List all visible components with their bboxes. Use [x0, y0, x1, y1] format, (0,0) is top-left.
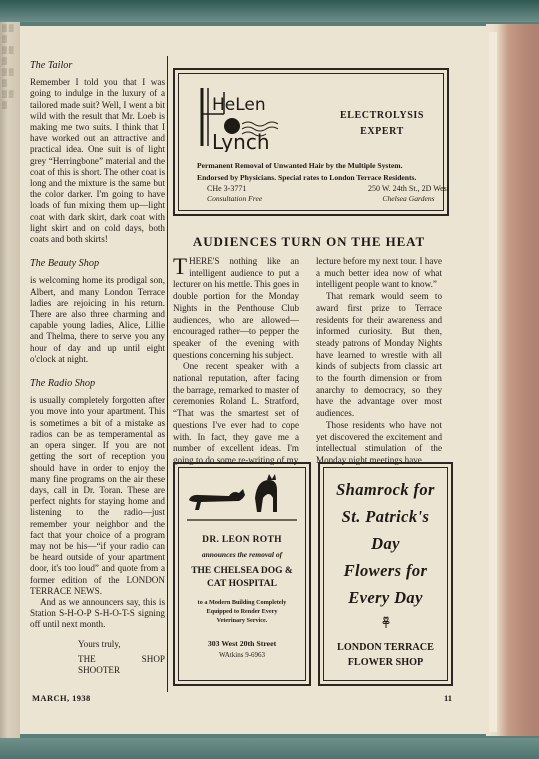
binding-gutter: ▒ ▒ ▒ ▒ ▒ ▒ ▒ ▒ ▒ ▒ ▒ ▒	[0, 22, 20, 738]
section-heading-radio-shop: The Radio Shop	[30, 378, 96, 390]
electrolysis-description: Permanent Removal of Unwanted Hair by the Multiple System. Endorsed by Physicians. Special rates to London Terrace Residents.	[197, 161, 417, 182]
svg-text:Lynch: Lynch	[212, 130, 270, 152]
article-paragraph-5: Those residents who have not yet discovered the excitement and intellectual stimulation of the Monday night meetings have	[316, 419, 442, 465]
radio-shop-paragraph: is usually completely forgotten after you move into your apartment. This is sometimes a bit of a mistake as radios can be as temperamental as an opera singer. If you are not getting the sort of reception you should have in order to enjoy the many fine programs on the air these days, call in Dr. Toran. These are perfect nights for staying home and listening to the radio—just remember your neighbor and the fact that your choice of a program may not be his—“if your radio can be heard outside of your apartment door, it's too loud” and quote from a former edition of the LONDON TERRACE NEWS.	[30, 395, 165, 596]
phone-number: CHe 3-3771	[207, 184, 247, 193]
column-rule	[167, 56, 168, 692]
electrolysis-headline: ELECTROLYSIS EXPERT	[339, 110, 425, 137]
dog-and-cat-icon	[183, 472, 301, 524]
script-line: Flowers for	[343, 561, 428, 580]
hospital-details: to a Modern Building Completely Equipped to Render Every Veterinary Service.	[197, 599, 287, 624]
radio-shop-signoff: And as we announcers say, this is Station S-H-O-P S-H-O-T-S signing off until next month.	[30, 596, 165, 630]
script-line: St. Patrick's	[341, 507, 430, 526]
article-title: AUDIENCES TURN ON THE HEAT	[192, 234, 426, 249]
chelsea-dog-cat-hospital-advertisement	[173, 462, 311, 686]
tailor-paragraph: Remember I told you that I was going to indulge in the luxury of a tailored made suit? Well, I went a bit wild with the result that Mr. Loeb is making me two suits. I think that I have worked out an attractive and practical idea. One suit is of light grey “Herringbone” material and the coat of this is short. The other coat is long and the mixture is the same but the color darker. I'm going to have loads of fun mixing them up—light coat with dark skirt, dark coat with light skirt and on cold days, both coats and both skirts!	[30, 77, 165, 245]
section-heading-tailor: The Tailor	[30, 60, 73, 71]
signature: THE SHOP SHOOTER	[78, 653, 165, 675]
hospital-name: THE CHELSEA DOG & CAT HOSPITAL	[191, 566, 293, 589]
beauty-shop-paragraph: is welcoming home its prodigal son, Albert, and many London Terrace ladies are rejoicing in his return. There are also three charming and capable young ladies, Alice, Lillie and Thelma, there to serve you any hour of day and up until eight o'clock at night.	[30, 275, 165, 364]
article-paragraph-3: lecture before my next tour. I have a much better idea now of what intelligent people want to know.”	[316, 256, 442, 290]
helen-lynch-logo	[194, 86, 282, 152]
script-line: Every Day	[348, 588, 423, 607]
flower-shop-name: LONDON TERRACE FLOWER SHOP	[337, 642, 434, 668]
magazine-page	[20, 26, 488, 734]
article-paragraph-4: That remark would seem to award first prize to Terrace residents for their awareness and informed curiosity. But then, steady patrons of Monday Nights have learned to wrestle with all kinds of subjects from classic art to the fourth dimension or from anarchy to democracy, so they have the advantage over most audiences.	[316, 291, 442, 419]
shop-shots-column	[30, 60, 165, 676]
issue-date: MARCH, 1938	[32, 693, 91, 703]
drop-cap: T	[173, 254, 188, 279]
hospital-address: 303 West 20th Street	[207, 639, 277, 648]
closing-line: Yours truly,	[78, 638, 121, 649]
london-terrace-flower-shop-advertisement	[318, 462, 453, 686]
article-paragraph-2: One recent speaker with a national reputation, after facing the barrage, remarked to master of ceremonies Roland L. Stratford, “That was the smartest set of questions I've ever had to cope with. In fact, they gave me a number of excellent ideas. I'm going to do some re-writing of my	[173, 361, 299, 465]
script-line: Day	[371, 534, 400, 553]
flower-ad-script	[324, 476, 447, 611]
vet-announcement: announces the removal of	[201, 550, 283, 559]
address: 250 W. 24th St., 2D West	[368, 184, 449, 193]
vet-name: DR. LEON ROTH	[202, 535, 282, 545]
article-paragraph-1: HERE'S nothing like an intelligent audience to put a lecturer on his mettle. This goes in double portion for the Monday Nights in the Penthouse Club audiences, who are allowed—encouraged rather—to pepper the speaker of the evening with questions concerning his subject.	[173, 256, 299, 360]
section-heading-beauty-shop: The Beauty Shop	[30, 258, 100, 270]
consultation-note: Consultation Free	[207, 194, 263, 203]
svg-text:HeLen: HeLen	[212, 95, 266, 115]
hospital-phone: WAtkins 9-6963	[218, 651, 266, 659]
scan-background-bottom	[0, 738, 539, 759]
shamrock-icon	[324, 615, 447, 634]
building-name: Chelsea Gardens	[382, 194, 435, 203]
page-number: 11	[444, 693, 453, 703]
script-line: Shamrock for	[336, 480, 435, 499]
article-column-1	[173, 256, 299, 467]
scan-background-top	[0, 0, 539, 22]
page-stack-edge	[489, 32, 497, 732]
article-column-2	[316, 256, 442, 467]
helen-lynch-advertisement	[173, 68, 449, 216]
